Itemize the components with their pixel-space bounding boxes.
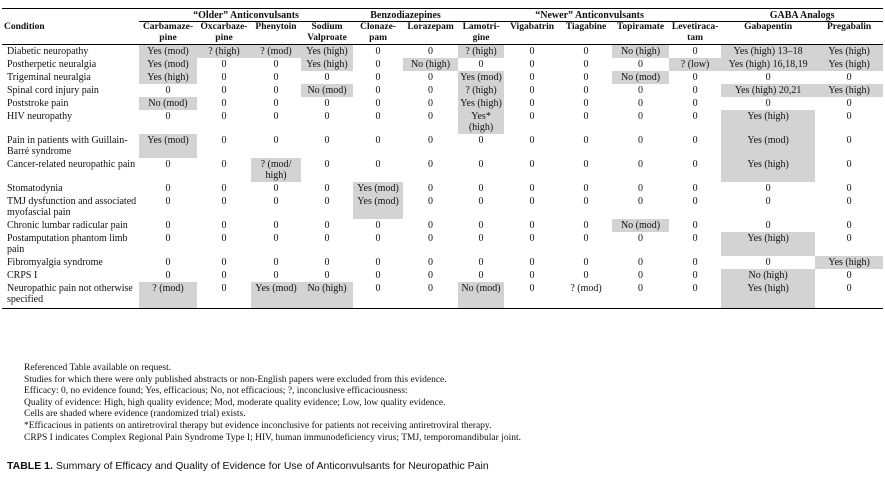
table-row — [2, 195, 883, 219]
evidence-cell: 0 — [478, 135, 484, 146]
evidence-cell: Yes (mod) — [353, 182, 403, 195]
evidence-cell: 0 — [692, 111, 698, 122]
evidence-cell: 0 — [846, 98, 852, 109]
evidence-cell: 0 — [638, 257, 644, 268]
evidence-cell: 0 — [324, 159, 330, 170]
evidence-cell: 0 — [197, 282, 251, 309]
note-line: Studies for which there were only published abstracts or non-English papers were excluded from this evidence. — [24, 374, 447, 385]
evidence-cell: 0 — [692, 135, 698, 146]
column-header-row — [2, 22, 883, 45]
evidence-cell: Yes (high) — [301, 45, 353, 59]
evidence-cell: 0 — [324, 233, 330, 244]
evidence-cell: Yes (high) — [301, 58, 353, 71]
evidence-cell: 0 — [529, 46, 535, 57]
evidence-cell: 0 — [221, 111, 227, 122]
condition-cell: Neuropathic pain not otherwise specified — [2, 282, 139, 309]
evidence-cell: 0 — [273, 233, 279, 244]
evidence-cell: 0 — [403, 282, 458, 309]
evidence-cell: 0 — [529, 220, 535, 231]
evidence-cell: 0 — [221, 135, 227, 146]
evidence-cell: 0 — [324, 111, 330, 122]
evidence-cell: 0 — [612, 282, 669, 309]
evidence-cell: 0 — [324, 135, 330, 146]
evidence-cell: 0 — [375, 270, 381, 281]
condition-cell: Diabetic neuropathy — [7, 46, 89, 57]
col-lorazepam: Lorazepam — [403, 22, 458, 45]
evidence-cell: 0 — [221, 270, 227, 281]
evidence-cell: 0 — [273, 220, 279, 231]
condition-cell: Chronic lumbar radicular pain — [7, 220, 128, 231]
evidence-cell: 0 — [583, 111, 589, 122]
evidence-cell: Yes (mod) — [353, 195, 403, 219]
evidence-cell: 0 — [478, 233, 484, 244]
evidence-cell: 0 — [428, 98, 434, 109]
note-line: Cells are shaded where evidence (randomized trial) exists. — [24, 409, 246, 420]
evidence-cell: 0 — [324, 72, 330, 83]
evidence-cell: 0 — [428, 159, 434, 170]
caption-label: TABLE 1. — [7, 460, 53, 472]
evidence-cell: Yes (mod) — [721, 134, 815, 158]
table-notes — [24, 363, 521, 444]
evidence-cell: Yes (mod) — [458, 71, 504, 84]
evidence-cell: 0 — [375, 85, 381, 96]
evidence-cell: 0 — [221, 196, 227, 207]
evidence-cell: 0 — [165, 159, 171, 170]
evidence-cell: 0 — [324, 183, 330, 194]
evidence-cell: 0 — [846, 111, 852, 122]
evidence-cell: 0 — [375, 135, 381, 146]
col-condition: Condition — [2, 22, 139, 45]
table-row — [2, 269, 883, 282]
evidence-cell: 0 — [692, 220, 698, 231]
table-row — [2, 232, 883, 256]
evidence-cell: 0 — [529, 270, 535, 281]
evidence-cell: 0 — [692, 196, 698, 207]
evidence-cell: Yes (high) 16,18,19 — [721, 58, 815, 71]
col-phenytoin: Phenytoin — [251, 22, 301, 45]
efficacy-table — [2, 10, 883, 309]
evidence-cell: Yes (high) — [815, 256, 883, 269]
evidence-cell: 0 — [375, 46, 381, 57]
evidence-cell: 0 — [583, 257, 589, 268]
evidence-cell: No (high) — [612, 45, 669, 59]
evidence-cell: ? (mod) — [251, 45, 301, 59]
col-levetiracetam: Levetiraca-tam — [669, 22, 721, 45]
evidence-cell: 0 — [165, 233, 171, 244]
evidence-cell: No (high) — [403, 58, 458, 71]
col-tiagabine: Tiagabine — [560, 22, 612, 45]
evidence-cell: 0 — [692, 159, 698, 170]
evidence-cell: Yes (high) — [139, 71, 197, 84]
evidence-cell: 0 — [353, 282, 403, 309]
evidence-cell: 0 — [846, 270, 852, 281]
condition-cell: Trigeminal neuralgia — [7, 72, 91, 83]
evidence-cell: 0 — [221, 183, 227, 194]
evidence-cell: 0 — [221, 59, 227, 70]
table-row — [2, 71, 883, 84]
evidence-cell: 0 — [692, 98, 698, 109]
evidence-cell: 0 — [638, 85, 644, 96]
evidence-cell: 0 — [478, 196, 484, 207]
evidence-cell: Yes (high) — [458, 97, 504, 110]
condition-cell: Postamputation phantom limb pain — [7, 233, 128, 255]
evidence-cell: 0 — [478, 220, 484, 231]
evidence-cell: 0 — [529, 257, 535, 268]
evidence-cell: 0 — [529, 72, 535, 83]
evidence-cell: 0 — [692, 183, 698, 194]
table-row — [2, 219, 883, 232]
evidence-cell: 0 — [692, 233, 698, 244]
evidence-cell: 0 — [583, 196, 589, 207]
evidence-cell: 0 — [221, 85, 227, 96]
evidence-cell: 0 — [375, 98, 381, 109]
evidence-cell: 0 — [583, 270, 589, 281]
evidence-cell: 0 — [529, 233, 535, 244]
condition-cell: Postherpetic neuralgia — [7, 59, 97, 70]
group-benzodiazepines: Benzodiazepines — [353, 10, 458, 22]
condition-cell: Cancer-related neuropathic pain — [7, 159, 136, 170]
evidence-cell: 0 — [815, 282, 883, 309]
evidence-cell: 0 — [504, 282, 560, 309]
evidence-cell: 0 — [846, 220, 852, 231]
col-gabapentin: Gabapentin — [721, 22, 815, 45]
evidence-cell: 0 — [375, 72, 381, 83]
evidence-cell: 0 — [165, 220, 171, 231]
col-oxcarbazepine: Oxcarbaze-pine — [197, 22, 251, 45]
evidence-cell: Yes (high) — [815, 45, 883, 59]
evidence-cell: ? (high) — [197, 45, 251, 59]
note-line: Efficacy: 0, no evidence found; Yes, efficacious; No, not efficacious; ?, inconclusive efficaciousness: — [24, 386, 408, 397]
table-top-rule — [2, 8, 883, 9]
evidence-cell: 0 — [273, 59, 279, 70]
evidence-cell: 0 — [765, 220, 771, 231]
evidence-cell: 0 — [529, 98, 535, 109]
evidence-cell: Yes (mod) — [139, 58, 197, 71]
col-lamotrigine: Lamotri-gine — [458, 22, 504, 45]
col-valproate: Sodium Valproate — [301, 22, 353, 45]
evidence-cell: 0 — [273, 270, 279, 281]
evidence-cell: Yes (high) — [721, 158, 815, 182]
evidence-cell: 0 — [273, 111, 279, 122]
evidence-cell: 0 — [529, 159, 535, 170]
evidence-cell: Yes (mod) — [139, 134, 197, 158]
evidence-cell: 0 — [165, 270, 171, 281]
evidence-cell: 0 — [324, 220, 330, 231]
evidence-cell: 0 — [428, 220, 434, 231]
evidence-cell: 0 — [583, 135, 589, 146]
note-line: Referenced Table available on request. — [24, 363, 172, 373]
evidence-cell: 0 — [583, 72, 589, 83]
evidence-cell: 0 — [846, 72, 852, 83]
evidence-cell: No (high) — [721, 269, 815, 282]
evidence-cell: 0 — [428, 46, 434, 57]
evidence-cell: 0 — [846, 135, 852, 146]
evidence-cell: 0 — [583, 183, 589, 194]
evidence-cell: 0 — [428, 183, 434, 194]
evidence-cell: 0 — [375, 257, 381, 268]
evidence-cell: 0 — [638, 135, 644, 146]
group-header-row — [2, 10, 883, 22]
evidence-cell: 0 — [273, 196, 279, 207]
evidence-cell: ? (mod) — [139, 282, 197, 309]
col-pregabalin: Pregabalin — [815, 22, 883, 45]
evidence-cell: 0 — [765, 196, 771, 207]
evidence-cell: 0 — [324, 196, 330, 207]
table-row — [2, 256, 883, 269]
table-caption — [7, 460, 489, 472]
evidence-cell: 0 — [765, 98, 771, 109]
evidence-cell: 0 — [846, 196, 852, 207]
evidence-cell: ? (mod/ high) — [251, 158, 301, 182]
evidence-cell: 0 — [478, 159, 484, 170]
evidence-cell: Yes (mod) — [139, 45, 197, 59]
condition-cell: Fibromyalgia syndrome — [7, 257, 103, 268]
caption-text: Summary of Efficacy and Quality of Evidence for Use of Anticonvulsants for Neuropathic Pain — [55, 460, 489, 472]
evidence-cell: ? (low) — [669, 58, 721, 71]
evidence-cell: Yes (high) 20,21 — [721, 84, 815, 97]
evidence-cell: Yes (high) — [721, 282, 815, 309]
evidence-cell: 0 — [221, 72, 227, 83]
evidence-cell: 0 — [428, 111, 434, 122]
evidence-cell: 0 — [765, 257, 771, 268]
evidence-cell: 0 — [846, 233, 852, 244]
evidence-cell: Yes (high) — [815, 58, 883, 71]
evidence-cell: No (high) — [301, 282, 353, 309]
condition-cell: Stomatodynia — [7, 183, 63, 194]
evidence-cell: 0 — [638, 159, 644, 170]
evidence-cell: 0 — [529, 196, 535, 207]
evidence-cell: Yes (high) — [815, 84, 883, 97]
evidence-cell: 0 — [324, 98, 330, 109]
evidence-cell: 0 — [273, 183, 279, 194]
evidence-cell: 0 — [165, 111, 171, 122]
evidence-cell: 0 — [428, 196, 434, 207]
evidence-cell: 0 — [638, 59, 644, 70]
evidence-cell: 0 — [428, 72, 434, 83]
table-row — [2, 182, 883, 195]
evidence-cell: 0 — [638, 111, 644, 122]
evidence-cell: 0 — [428, 233, 434, 244]
evidence-cell: 0 — [669, 282, 721, 309]
evidence-cell: 0 — [692, 270, 698, 281]
evidence-cell: No (mod) — [458, 282, 504, 309]
evidence-cell: 0 — [638, 183, 644, 194]
evidence-cell: 0 — [846, 183, 852, 194]
evidence-cell: No (mod) — [612, 219, 669, 232]
evidence-cell: 0 — [324, 257, 330, 268]
evidence-cell: 0 — [375, 59, 381, 70]
evidence-cell: 0 — [583, 220, 589, 231]
group-newer: “Newer” Anticonvulsants — [458, 10, 721, 22]
evidence-cell: 0 — [583, 233, 589, 244]
evidence-cell: 0 — [529, 183, 535, 194]
evidence-cell: 0 — [375, 220, 381, 231]
evidence-cell: 0 — [529, 135, 535, 146]
evidence-cell: 0 — [221, 220, 227, 231]
evidence-cell: 0 — [638, 233, 644, 244]
evidence-cell: 0 — [478, 183, 484, 194]
evidence-cell: 0 — [846, 159, 852, 170]
evidence-cell: 0 — [765, 72, 771, 83]
table-row — [2, 110, 883, 134]
col-topiramate: Topiramate — [612, 22, 669, 45]
evidence-cell: 0 — [221, 233, 227, 244]
evidence-cell: No (mod) — [139, 97, 197, 110]
evidence-cell: 0 — [529, 111, 535, 122]
evidence-cell: 0 — [478, 270, 484, 281]
evidence-cell: 0 — [692, 85, 698, 96]
evidence-cell: Yes*(high) — [458, 110, 504, 134]
table-row — [2, 58, 883, 71]
evidence-cell: 0 — [375, 159, 381, 170]
evidence-cell: 0 — [529, 59, 535, 70]
evidence-cell: Yes (high) 13–18 — [721, 45, 815, 59]
evidence-cell: 0 — [428, 257, 434, 268]
evidence-cell: ? (high) — [458, 45, 504, 59]
evidence-cell: 0 — [273, 98, 279, 109]
col-vigabatrin: Vigabatrin — [504, 22, 560, 45]
table-row — [2, 134, 883, 158]
evidence-cell: 0 — [221, 98, 227, 109]
note-line: *Efficacious in patients on antiretroviral therapy but evidence inconclusive for patients not receiving antiretroviral therapy. — [24, 420, 492, 431]
evidence-cell: 0 — [692, 257, 698, 268]
evidence-cell: 0 — [583, 46, 589, 57]
note-line: CRPS I indicates Complex Regional Pain Syndrome Type I; HIV, human immunodeficiency virus; TMJ, temporomandibular joint. — [24, 432, 521, 443]
condition-cell: CRPS I — [7, 270, 38, 281]
table-row — [2, 282, 883, 309]
evidence-cell: 0 — [583, 159, 589, 170]
table-body — [2, 45, 883, 309]
evidence-cell: 0 — [428, 85, 434, 96]
table-row — [2, 97, 883, 110]
evidence-cell: 0 — [478, 59, 484, 70]
evidence-cell: 0 — [165, 196, 171, 207]
col-carbamazepine: Carbamaze-pine — [139, 22, 197, 45]
condition-cell: HIV neuropathy — [7, 111, 73, 122]
group-older: “Older” Anticonvulsants — [139, 10, 353, 22]
evidence-cell: 0 — [324, 270, 330, 281]
evidence-cell: 0 — [273, 85, 279, 96]
evidence-cell: 0 — [583, 98, 589, 109]
evidence-cell: 0 — [165, 85, 171, 96]
evidence-cell: 0 — [165, 257, 171, 268]
condition-cell: Spinal cord injury pain — [7, 85, 99, 96]
evidence-cell: 0 — [692, 46, 698, 57]
evidence-cell: ? (mod) — [560, 282, 612, 309]
evidence-cell: Yes (high) — [721, 232, 815, 256]
evidence-cell: 0 — [583, 59, 589, 70]
evidence-cell: 0 — [478, 257, 484, 268]
condition-cell: Poststroke pain — [7, 98, 69, 109]
note-line: Quality of evidence: High, high quality evidence; Mod, moderate quality evidence; Low, low quality evidence. — [24, 397, 446, 408]
table-row — [2, 45, 883, 59]
condition-cell: Pain in patients with Guillain-Barré syndrome — [7, 135, 128, 157]
col-clonazepam: Clonaze-pam — [353, 22, 403, 45]
evidence-cell: 0 — [428, 135, 434, 146]
evidence-cell: No (mod) — [301, 84, 353, 97]
evidence-cell: 0 — [692, 72, 698, 83]
evidence-cell: 0 — [273, 257, 279, 268]
condition-cell: TMJ dysfunction and associated myofascial pain — [7, 196, 137, 218]
table-row — [2, 158, 883, 182]
evidence-cell: 0 — [765, 183, 771, 194]
evidence-cell: 0 — [165, 183, 171, 194]
evidence-cell: 0 — [375, 233, 381, 244]
evidence-cell: Yes (mod) — [251, 282, 301, 309]
evidence-cell: ? (high) — [458, 84, 504, 97]
group-gaba: GABA Analogs — [721, 10, 883, 22]
evidence-cell: 0 — [221, 257, 227, 268]
evidence-cell: 0 — [273, 72, 279, 83]
evidence-cell: Yes (high) — [721, 110, 815, 134]
evidence-cell: 0 — [638, 196, 644, 207]
evidence-cell: 0 — [221, 159, 227, 170]
evidence-cell: 0 — [638, 98, 644, 109]
evidence-cell: 0 — [638, 270, 644, 281]
table-row — [2, 84, 883, 97]
evidence-cell: 0 — [375, 111, 381, 122]
evidence-cell: 0 — [428, 270, 434, 281]
evidence-cell: No (mod) — [612, 71, 669, 84]
evidence-cell: 0 — [583, 85, 589, 96]
evidence-cell: 0 — [273, 135, 279, 146]
evidence-cell: 0 — [529, 85, 535, 96]
